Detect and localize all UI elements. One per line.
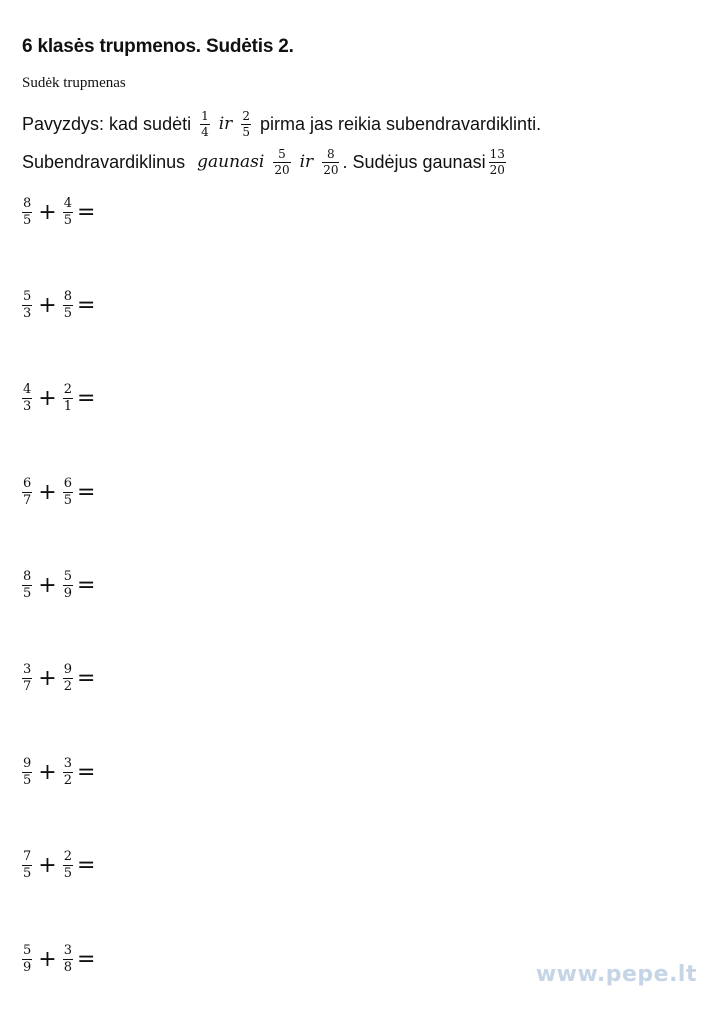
numerator: 8 <box>23 195 32 211</box>
example-line-1 <box>22 107 541 141</box>
denominator: 5 <box>23 585 32 601</box>
denominator: 1 <box>63 398 72 414</box>
denominator: 5 <box>63 492 72 508</box>
denominator: 8 <box>63 959 72 975</box>
exercise-4 <box>20 472 95 512</box>
denominator: 7 <box>23 492 32 508</box>
fraction <box>63 757 73 788</box>
denominator: 5 <box>63 212 72 228</box>
example-line-2 <box>22 145 509 179</box>
numerator: 4 <box>23 381 32 397</box>
denominator: 5 <box>242 124 250 139</box>
exercise-9 <box>20 939 95 979</box>
equals-sign: = <box>77 946 96 972</box>
denominator: 5 <box>23 772 32 788</box>
numerator: 3 <box>63 942 72 958</box>
gaunasi-word: gaunasi <box>197 152 265 172</box>
fraction <box>200 110 210 139</box>
denominator: 4 <box>201 124 209 139</box>
numerator: 2 <box>242 108 250 123</box>
numerator: 4 <box>63 195 72 211</box>
fraction <box>22 944 32 975</box>
example-suffix: pirma jas reikia subendravardiklinti. <box>259 113 542 134</box>
fraction <box>273 148 290 177</box>
denominator: 5 <box>23 865 32 881</box>
exercise-5 <box>20 565 95 605</box>
numerator: 7 <box>23 848 32 864</box>
denominator: 20 <box>274 162 290 177</box>
example-prefix: Pavyzdys: kad sudėti <box>22 113 192 134</box>
denominator: 5 <box>63 865 72 881</box>
denominator: 3 <box>23 398 32 414</box>
denominator: 20 <box>489 162 505 177</box>
denominator: 7 <box>23 678 32 694</box>
exercise-1 <box>20 192 95 232</box>
exercise-2 <box>20 285 95 325</box>
denominator: 9 <box>23 959 32 975</box>
fraction <box>63 663 73 694</box>
plus-sign: + <box>38 385 57 411</box>
plus-sign: + <box>38 199 57 225</box>
instruction-text: Sudėk trupmenas <box>22 75 126 91</box>
denominator: 20 <box>323 162 339 177</box>
numerator: 8 <box>23 568 32 584</box>
equals-sign: = <box>77 199 96 225</box>
page-title: 6 klasės trupmenos. Sudėtis 2. <box>22 36 294 57</box>
numerator: 2 <box>63 848 72 864</box>
fraction <box>322 148 339 177</box>
equals-sign: = <box>77 852 96 878</box>
numerator: 5 <box>23 288 32 304</box>
numerator: 9 <box>23 755 32 771</box>
equals-sign: = <box>77 572 96 598</box>
fraction <box>22 663 32 694</box>
denominator: 9 <box>63 585 72 601</box>
fraction <box>22 290 32 321</box>
numerator: 8 <box>63 288 72 304</box>
example-prefix-2: Subendravardiklinus <box>22 151 186 172</box>
fraction <box>63 290 73 321</box>
fraction <box>22 757 32 788</box>
numerator: 6 <box>63 475 72 491</box>
denominator: 5 <box>63 305 72 321</box>
numerator: 5 <box>63 568 72 584</box>
fraction <box>241 110 251 139</box>
numerator: 5 <box>278 146 286 161</box>
numerator: 1 <box>201 108 209 123</box>
plus-sign: + <box>38 292 57 318</box>
numerator: 3 <box>63 755 72 771</box>
fraction <box>63 477 73 508</box>
denominator: 2 <box>63 772 72 788</box>
exercise-6 <box>20 658 95 698</box>
numerator: 5 <box>23 942 32 958</box>
numerator: 9 <box>63 661 72 677</box>
fraction <box>63 383 73 414</box>
ir-word: ir <box>299 152 314 172</box>
plus-sign: + <box>38 852 57 878</box>
denominator: 5 <box>23 212 32 228</box>
numerator: 2 <box>63 381 72 397</box>
fraction <box>63 197 73 228</box>
ir-word: ir <box>218 114 233 134</box>
plus-sign: + <box>38 479 57 505</box>
equals-sign: = <box>77 665 96 691</box>
exercise-7 <box>20 752 95 792</box>
fraction <box>22 850 32 881</box>
fraction <box>22 383 32 414</box>
fraction <box>22 197 32 228</box>
plus-sign: + <box>38 665 57 691</box>
denominator: 3 <box>23 305 32 321</box>
numerator: 6 <box>23 475 32 491</box>
numerator: 8 <box>327 146 335 161</box>
exercise-3 <box>20 378 95 418</box>
plus-sign: + <box>38 759 57 785</box>
equals-sign: = <box>77 292 96 318</box>
plus-sign: + <box>38 572 57 598</box>
fraction <box>489 148 506 177</box>
equals-sign: = <box>77 759 96 785</box>
exercise-8 <box>20 845 95 885</box>
equals-sign: = <box>77 479 96 505</box>
denominator: 2 <box>63 678 72 694</box>
watermark: www.pepe.lt <box>535 962 697 987</box>
fraction <box>63 570 73 601</box>
example-middle: . Sudėjus gaunasi <box>342 151 486 172</box>
fraction <box>22 477 32 508</box>
numerator: 3 <box>23 661 32 677</box>
equals-sign: = <box>77 385 96 411</box>
fraction <box>63 944 73 975</box>
numerator: 13 <box>489 146 505 161</box>
fraction <box>22 570 32 601</box>
fraction <box>63 850 73 881</box>
plus-sign: + <box>38 946 57 972</box>
